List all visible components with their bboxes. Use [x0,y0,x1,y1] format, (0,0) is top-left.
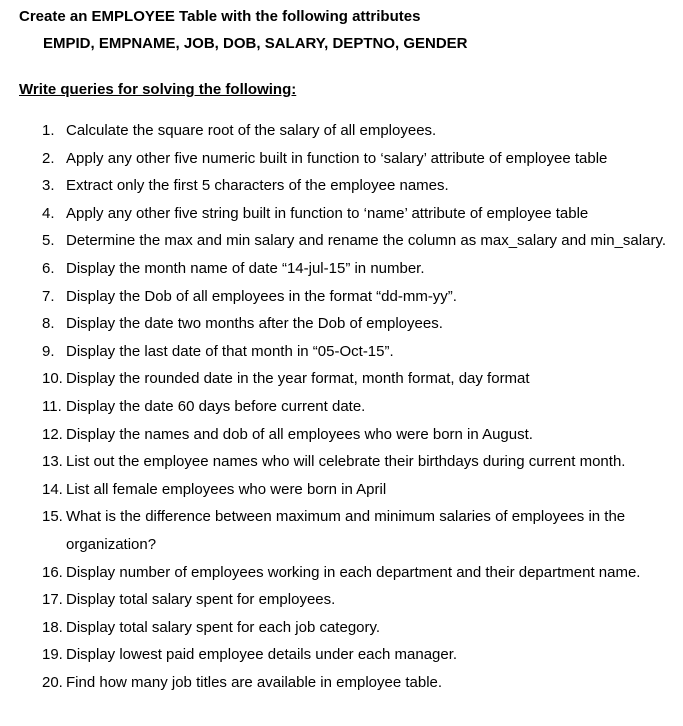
question-item [0,145,683,173]
question-number: 19. [42,646,63,664]
question-text: List all female employees who were born in April [66,480,387,498]
question-number: 17. [42,591,63,609]
question-text: Display the last date of that month in “05-Oct-15”. [66,342,394,360]
question-number: 12. [42,425,63,443]
question-number: 9. [42,342,55,360]
question-text: Display total salary spent for employees. [66,591,336,609]
question-text: Apply any other five numeric built in function to ‘salary’ attribute of employee table [66,149,608,167]
question-number: 4. [42,204,55,222]
question-item [0,283,683,311]
question-text: Display the Dob of all employees in the format “dd-mm-yy”. [66,287,457,305]
question-text: Display the names and dob of all employees who were born in August. [66,425,533,443]
question-item [0,200,683,228]
section-heading: Write queries for solving the following: [19,81,297,98]
question-text: Display number of employees working in each department and their department name. [66,563,641,581]
question-number: 5. [42,232,55,250]
question-item [0,448,683,476]
question-text: Display lowest paid employee details under each manager. [66,646,458,664]
question-text: Calculate the square root of the salary of all employees. [66,122,437,139]
question-text: Display total salary spent for each job category. [66,618,381,636]
question-text: Determine the max and min salary and rename the column as max_salary and min_salary. [66,232,666,250]
question-text: Find how many job titles are available in employee table. [66,673,443,691]
question-text: Display the month name of date “14-jul-15” in number. [66,259,425,277]
question-number: 8. [42,315,55,333]
question-text: List out the employee names who will celebrate their birthdays during current month. [66,453,626,471]
question-item [0,393,683,421]
table-attributes: EMPID, EMPNAME, JOB, DOB, SALARY, DEPTNO, GENDER [43,35,468,52]
question-item [0,227,683,255]
question-item [0,586,683,614]
question-item [0,117,683,145]
question-text: Display the date 60 days before current date. [66,397,366,415]
question-number: 7. [42,287,55,305]
question-number: 13. [42,453,63,471]
question-number: 14. [42,480,63,498]
question-text: Extract only the first 5 characters of the employee names. [66,177,449,195]
question-item [0,310,683,338]
question-number: 3. [42,177,55,195]
question-text: What is the difference between maximum and minimum salaries of employees in the organization? [66,508,626,553]
question-number: 1. [42,122,55,139]
question-item [0,669,683,697]
page-title: Create an EMPLOYEE Table with the following attributes [19,8,421,25]
question-item [0,365,683,393]
question-list [0,117,683,696]
question-number: 10. [42,370,63,388]
question-number: 6. [42,259,55,277]
question-text: Display the rounded date in the year format, month format, day format [66,370,530,388]
question-item [0,503,683,558]
question-item [0,614,683,642]
question-number: 11. [42,397,62,415]
question-number: 15. [42,508,63,526]
question-item [0,338,683,366]
question-number: 20. [42,673,63,691]
question-number: 2. [42,149,55,167]
question-item [0,255,683,283]
question-item [0,641,683,669]
question-number: 18. [42,618,63,636]
question-item [0,421,683,449]
question-number: 16. [42,563,63,581]
question-item [0,172,683,200]
question-text: Apply any other five string built in function to ‘name’ attribute of employee table [66,204,589,222]
question-text: Display the date two months after the Dob of employees. [66,315,443,333]
question-item [0,559,683,587]
question-item [0,476,683,504]
